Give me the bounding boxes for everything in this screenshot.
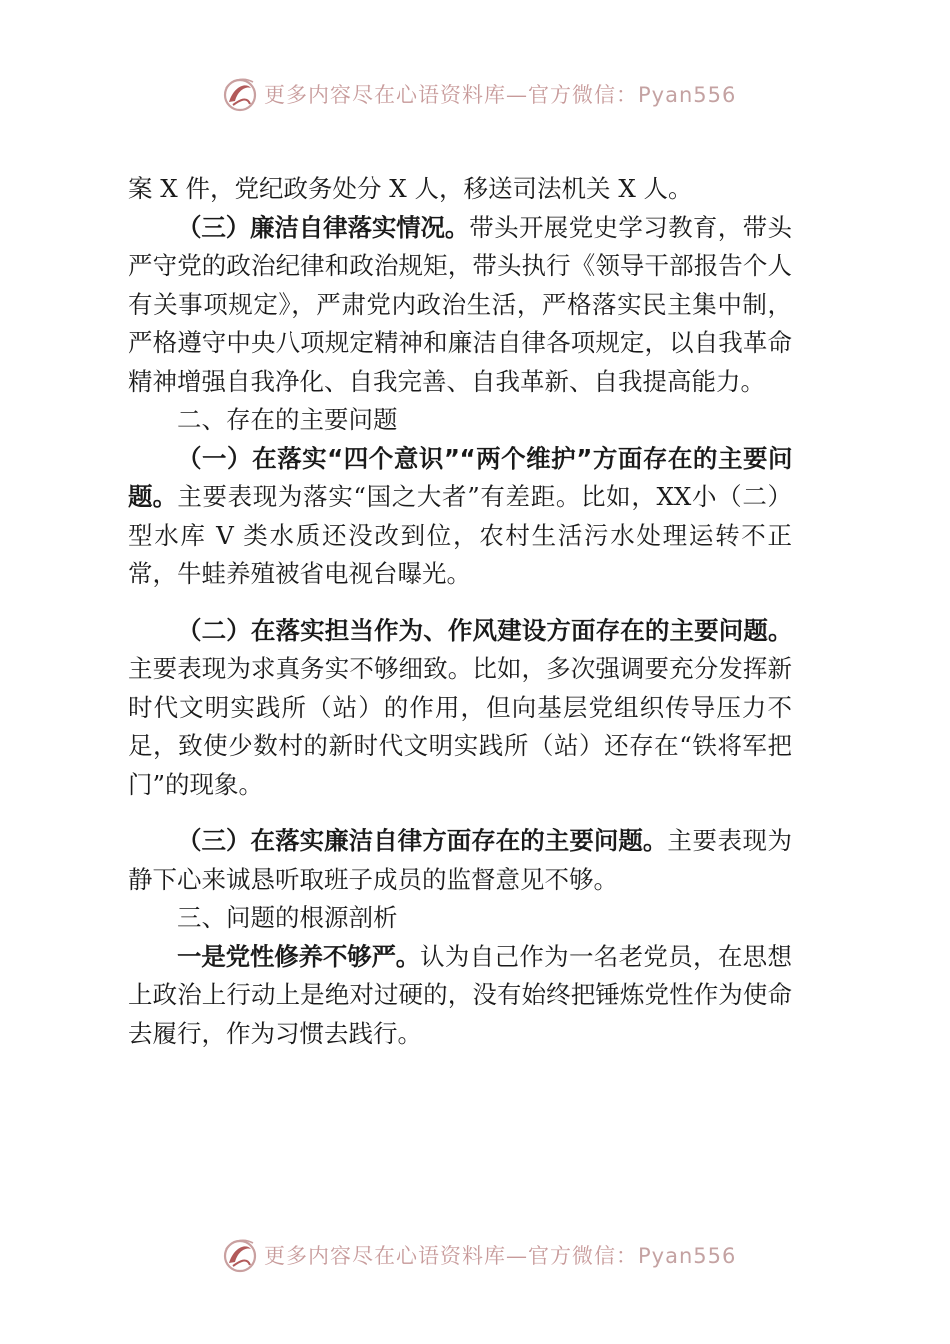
paragraph-3-heading: （一）在落实“四个意识”“两个维护”方面存在的主要问题。 [128,443,792,511]
footer-wechat-id: Pyan556 [638,1244,737,1268]
header-banner [220,72,740,116]
paragraph-4-heading: （二）在落实担当作为、作风建设方面存在的主要问题。 [177,615,792,645]
paragraph-2-text: 带头开展党史学习教育，带头严守党的政治纪律和政治规矩，带头执行《领导干部报告个人有关事项规定》，严肃党内政治生活，严格落实民主集中制，严格遵守中央八项规定精神和廉洁自律各项规定，以自我革命精神增强自我净化、自我完善、自我革新、自我提高能力。 [128,212,792,396]
header-banner-text [264,79,736,109]
swirl-logo-icon [220,74,260,114]
section-heading-3: 三、问题的根源剖析 [177,903,398,932]
footer-text: 更多内容尽在心语资料库—官方微信： [264,1244,638,1268]
paragraph-3-text: 主要表现为落实“国之大者”有差距。比如，XX小（二）型水库 V 类水质还没改到位，农村生活污水处理运转不正常，牛蛙养殖被省电视台曝光。 [128,482,792,588]
paragraph-6-text: 认为自己作为一名老党员，在思想上政治上行动上是绝对过硬的，没有始终把锤炼党性作为使命去履行，作为习惯去践行。 [128,941,792,1048]
section-heading-2: 二、存在的主要问题 [177,405,398,434]
footer-banner-text [264,1240,736,1270]
paragraph-2 [128,209,792,402]
document-body [128,170,792,1053]
paragraph-4-text: 主要表现为求真务实不够细致。比如，多次强调要充分发挥新时代文明实践所（站）的作用，但向基层党组织传导压力不足，致使少数村的新时代文明实践所（站）还存在“铁将军把门”的现象。 [128,654,792,799]
paragraph-5-text: 主要表现为静下心来诚恳听取班子成员的监督意见不够。 [128,826,793,894]
paragraph-3 [128,440,792,594]
swirl-logo-icon [220,1235,260,1275]
paragraph-2-heading: （三）廉洁自律落实情况。 [177,212,470,242]
paragraph-6 [128,938,792,1054]
footer-banner [220,1233,740,1277]
paragraph-4 [128,612,792,805]
paragraph-1: 案 X 件，党纪政务处分 X 人，移送司法机关 X 人。 [128,174,693,203]
paragraph-6-heading: 一是党性修养不够严。 [177,941,421,971]
header-wechat-id: Pyan556 [638,83,737,107]
header-text: 更多内容尽在心语资料库—官方微信： [264,83,638,107]
paragraph-5-heading: （三）在落实廉洁自律方面存在的主要问题。 [177,826,668,855]
paragraph-5 [128,822,792,899]
